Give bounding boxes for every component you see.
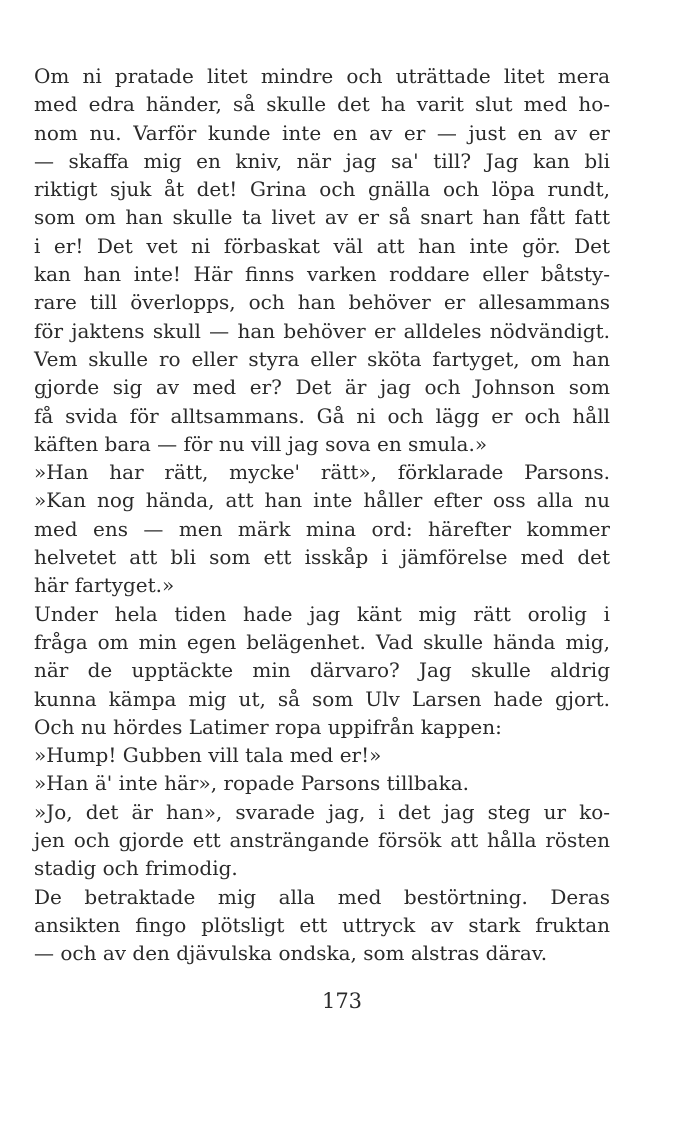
page-number: 173 [321, 989, 363, 1013]
text-line: käften bara — för nu vill jag sova en smula.» [34, 431, 488, 456]
text-line: De betraktade mig alla med bestörtning. Deras [34, 884, 610, 909]
body-text [34, 62, 610, 968]
text-line: »Kan nog hända, att han inte håller efter oss alla nu [34, 488, 610, 513]
text-line: »Hump! Gubben vill tala med er!» [34, 743, 382, 768]
text-line: kan han inte! Här finns varken roddare eller båtsty- [34, 262, 610, 287]
text-line: som om han skulle ta livet av er så snart han fått fatt [34, 205, 610, 230]
text-line: »Jo, det är han», svarade jag, i det jag steg ur ko- [34, 799, 610, 824]
text-line: med edra händer, så skulle det ha varit slut med ho- [34, 92, 610, 117]
text-line: — och av den djävulska ondska, som alstras därav. [34, 941, 548, 966]
text-line: Vem skulle ro eller styra eller sköta fartyget, om han [34, 346, 610, 371]
text-line: »Han ä' inte här», ropade Parsons tillbaka. [34, 771, 469, 796]
text-line: för jaktens skull — han behöver er alldeles nödvändigt. [34, 318, 610, 343]
text-line: — skaffa mig en kniv, när jag sa' till? Jag kan bli [34, 148, 610, 173]
text-line: när de upptäckte min därvaro? Jag skulle aldrig [34, 658, 610, 683]
text-line: kunna kämpa mig ut, så som Ulv Larsen hade gjort. [34, 686, 610, 711]
text-line: gjorde sig av med er? Det är jag och Johnson som [34, 375, 610, 400]
text-line: i er! Det vet ni förbaskat väl att han inte gör. Det [34, 233, 610, 258]
text-line: Och nu hördes Latimer ropa uppifrån kappen: [34, 714, 502, 739]
text-line: jen och gjorde ett ansträngande försök att hålla rösten [34, 828, 610, 853]
text-line: nom nu. Varför kunde inte en av er — just en av er [34, 120, 610, 145]
text-line: Om ni pratade litet mindre och uträttade litet mera [34, 64, 610, 88]
text-line: med ens — men märk mina ord: härefter kommer [34, 516, 610, 541]
text-line: fråga om min egen belägenhet. Vad skulle hända mig, [34, 629, 610, 654]
text-line: stadig och frimodig. [34, 856, 238, 881]
text-line: »Han har rätt, mycke' rätt», förklarade Parsons. [34, 460, 610, 485]
text-line: riktigt sjuk åt det! Grina och gnälla och löpa rundt, [34, 177, 610, 202]
text-line: Under hela tiden hade jag känt mig rätt orolig i [34, 601, 610, 626]
text-line: få svida för alltsammans. Gå ni och lägg er och håll [34, 403, 610, 428]
text-line: helvetet att bli som ett isskåp i jämförelse med det [34, 545, 610, 570]
text-line: här fartyget.» [34, 573, 175, 598]
text-line: rare till överlopps, och han behöver er allesammans [34, 290, 610, 315]
text-line: ansikten fingo plötsligt ett uttryck av stark fruktan [34, 912, 610, 937]
